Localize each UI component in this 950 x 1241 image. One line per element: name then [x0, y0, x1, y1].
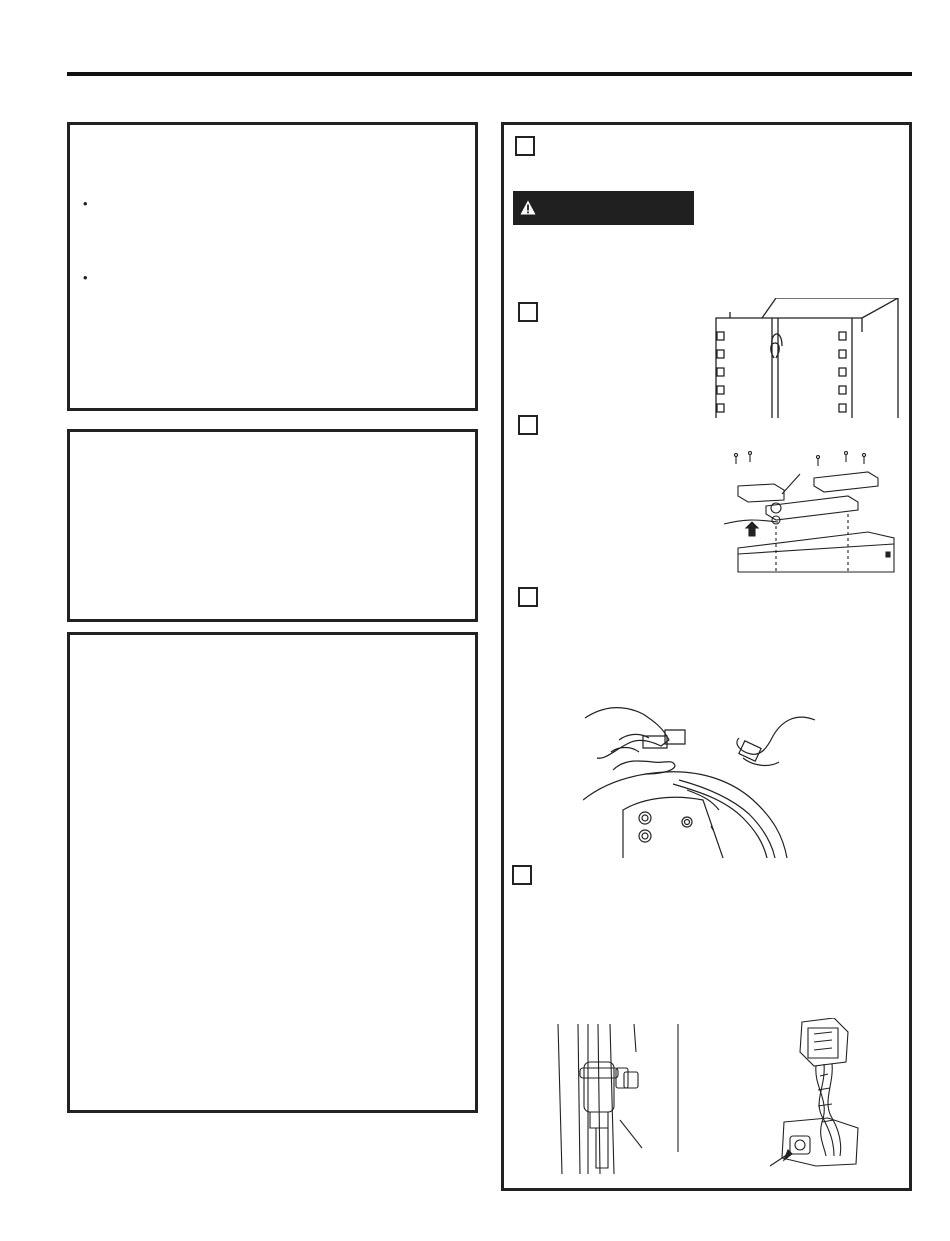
left-box-location [67, 122, 478, 411]
left-box-2 [67, 429, 478, 622]
wiring-harness-figure [768, 1018, 864, 1168]
side-title [10, 40, 50, 560]
refrigerator-top-figure [712, 298, 902, 420]
step-checkbox-2[interactable] [518, 302, 538, 322]
step-checkbox-4[interactable] [518, 587, 538, 607]
connector-hands-figure [583, 700, 818, 860]
top-rule [67, 72, 912, 76]
water-valve-figure [552, 1024, 682, 1176]
step-checkbox-1[interactable] [515, 136, 535, 156]
step-checkbox-3[interactable] [518, 415, 538, 435]
step-checkbox-5[interactable] [512, 865, 532, 885]
warning-banner [513, 191, 694, 225]
warning-triangle-icon [520, 200, 536, 215]
left-box-3 [67, 632, 478, 1113]
hinge-cover-figure [718, 448, 898, 574]
